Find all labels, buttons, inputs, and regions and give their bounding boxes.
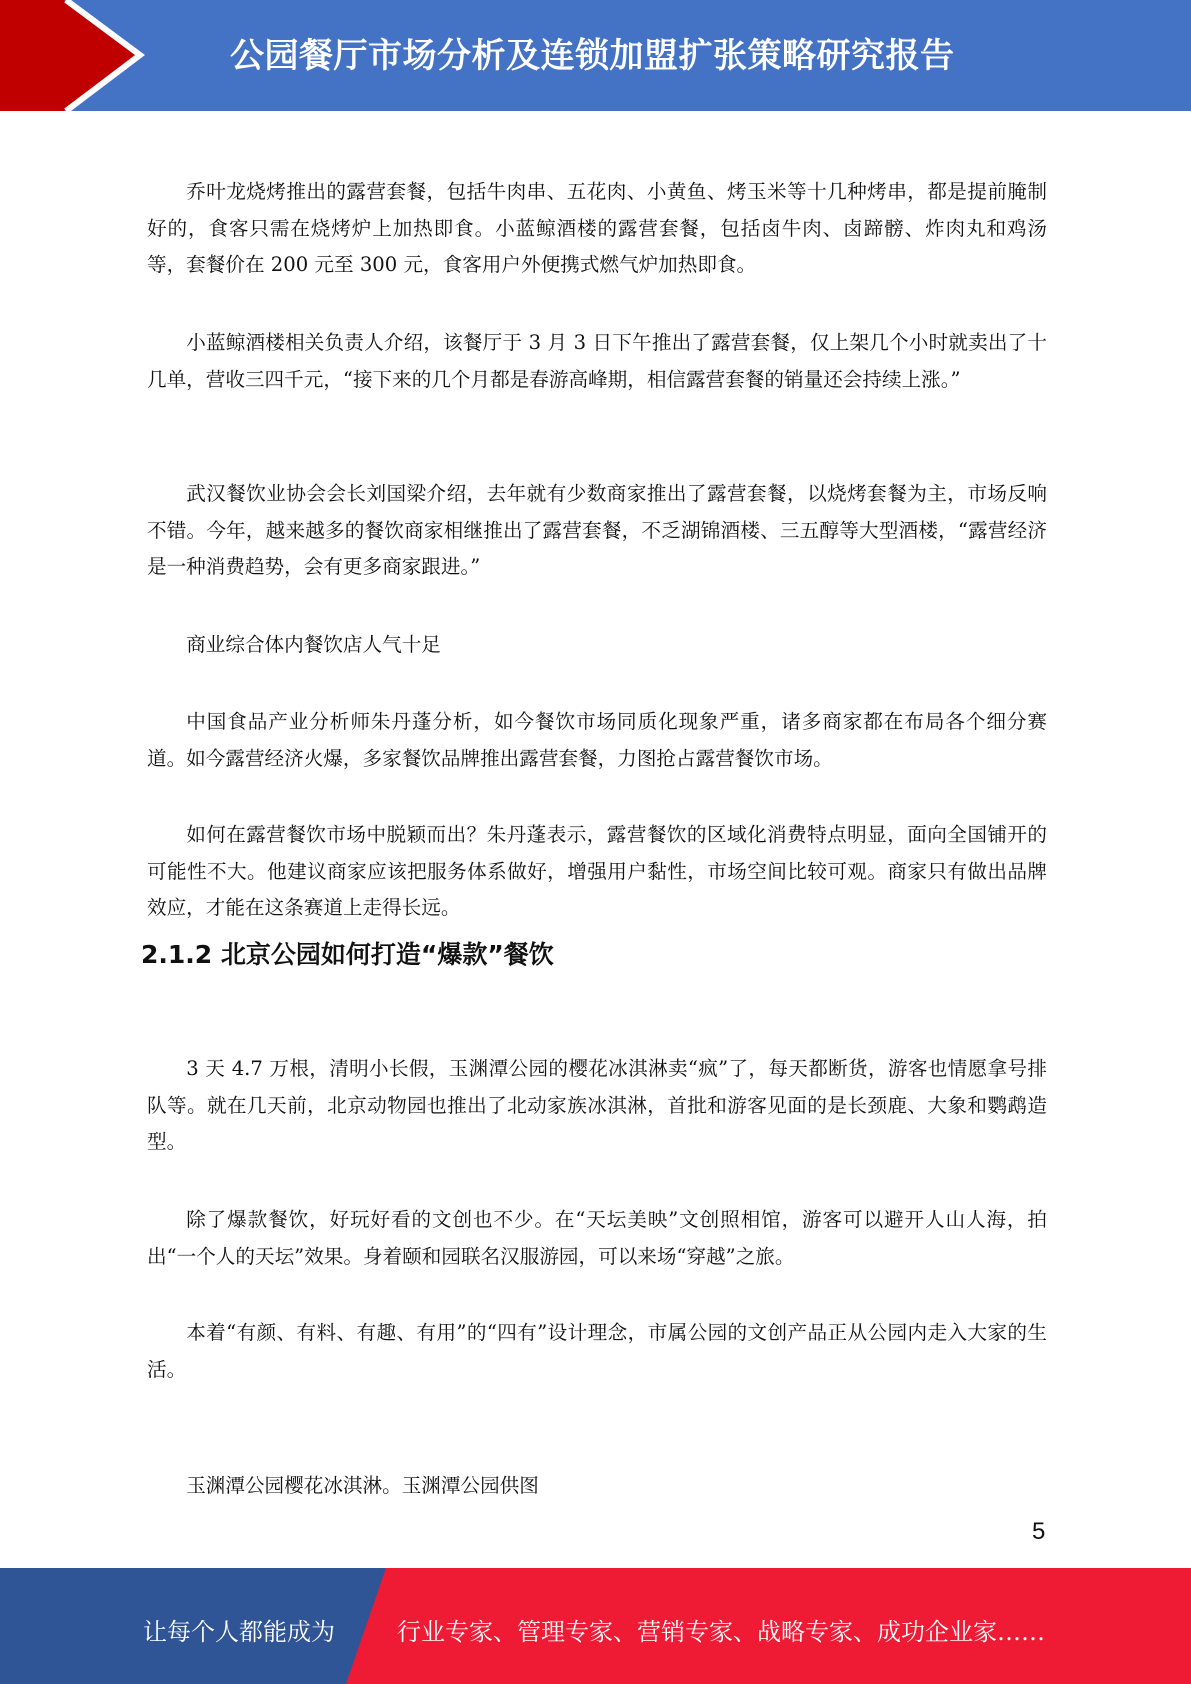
- paragraph: 小蓝鲸酒楼相关负责人介绍，该餐厅于 3 月 3 日下午推出了露营套餐，仅上架几个小时就卖出了十几单，营收三四千元，“接下来的几个月都是春游高峰期，相信露营套餐的销量还会持续上涨。”: [147, 331, 1047, 391]
- footer-slogan-left: 让每个人都能成为: [143, 1618, 335, 1646]
- paragraph: 中国食品产业分析师朱丹蓬分析，如今餐饮市场同质化现象严重，诸多商家都在布局各个细分赛道。如今露营经济火爆，多家餐饮品牌推出露营套餐，力图抢占露营餐饮市场。: [147, 710, 1047, 770]
- image-caption: 玉渊潭公园樱花冰淇淋。玉渊潭公园供图: [186, 1474, 539, 1497]
- paragraph: 3 天 4.7 万根，清明小长假，玉渊潭公园的樱花冰淇淋卖“疯”了，每天都断货，游客也情愿拿号排队等。就在几天前，北京动物园也推出了北动家族冰淇淋，首批和游客见面的是长颈鹿、大象和鹦鹉造型。: [147, 1057, 1047, 1153]
- page-footer: [0, 1568, 1191, 1684]
- subheading-paragraph: 商业综合体内餐饮店人气十足: [186, 633, 441, 656]
- page-header: [0, 0, 1191, 111]
- paragraph: 本着“有颜、有料、有趣、有用”的“四有”设计理念，市属公园的文创产品正从公园内走入大家的生活。: [147, 1321, 1047, 1381]
- page-number: 5: [1032, 1518, 1046, 1545]
- paragraph: 除了爆款餐饮，好玩好看的文创也不少。在“天坛美映”文创照相馆，游客可以避开人山人海，拍出“一个人的天坛”效果。身着颐和园联名汉服游园，可以来场“穿越”之旅。: [147, 1208, 1047, 1268]
- paragraph: 如何在露营餐饮市场中脱颖而出？朱丹蓬表示，露营餐饮的区域化消费特点明显，面向全国铺开的可能性不大。他建议商家应该把服务体系做好，增强用户黏性，市场空间比较可观。商家只有做出品牌效应，才能在这条赛道上走得长远。: [147, 823, 1047, 919]
- report-title: 公园餐厅市场分析及连锁加盟扩张策略研究报告: [230, 36, 955, 76]
- paragraph: 乔叶龙烧烤推出的露营套餐，包括牛肉串、五花肉、小黄鱼、烤玉米等十几种烤串，都是提前腌制好的，食客只需在烧烤炉上加热即食。小蓝鲸酒楼的露营套餐，包括卤牛肉、卤蹄髈、炸肉丸和鸡汤等，套餐价在 200 元至 300 元，食客用户外便携式燃气炉加热即食。: [147, 180, 1047, 276]
- footer-slogan-right: 行业专家、管理专家、营销专家、战略专家、成功企业家……: [397, 1618, 1045, 1646]
- paragraph: 武汉餐饮业协会会长刘国梁介绍，去年就有少数商家推出了露营套餐，以烧烤套餐为主，市场反响不错。今年，越来越多的餐饮商家相继推出了露营套餐，不乏湖锦酒楼、三五醇等大型酒楼，“露营经济是一种消费趋势，会有更多商家跟进。”: [147, 482, 1047, 578]
- section-heading: 2.1.2 北京公园如何打造“爆款”餐饮: [141, 940, 554, 969]
